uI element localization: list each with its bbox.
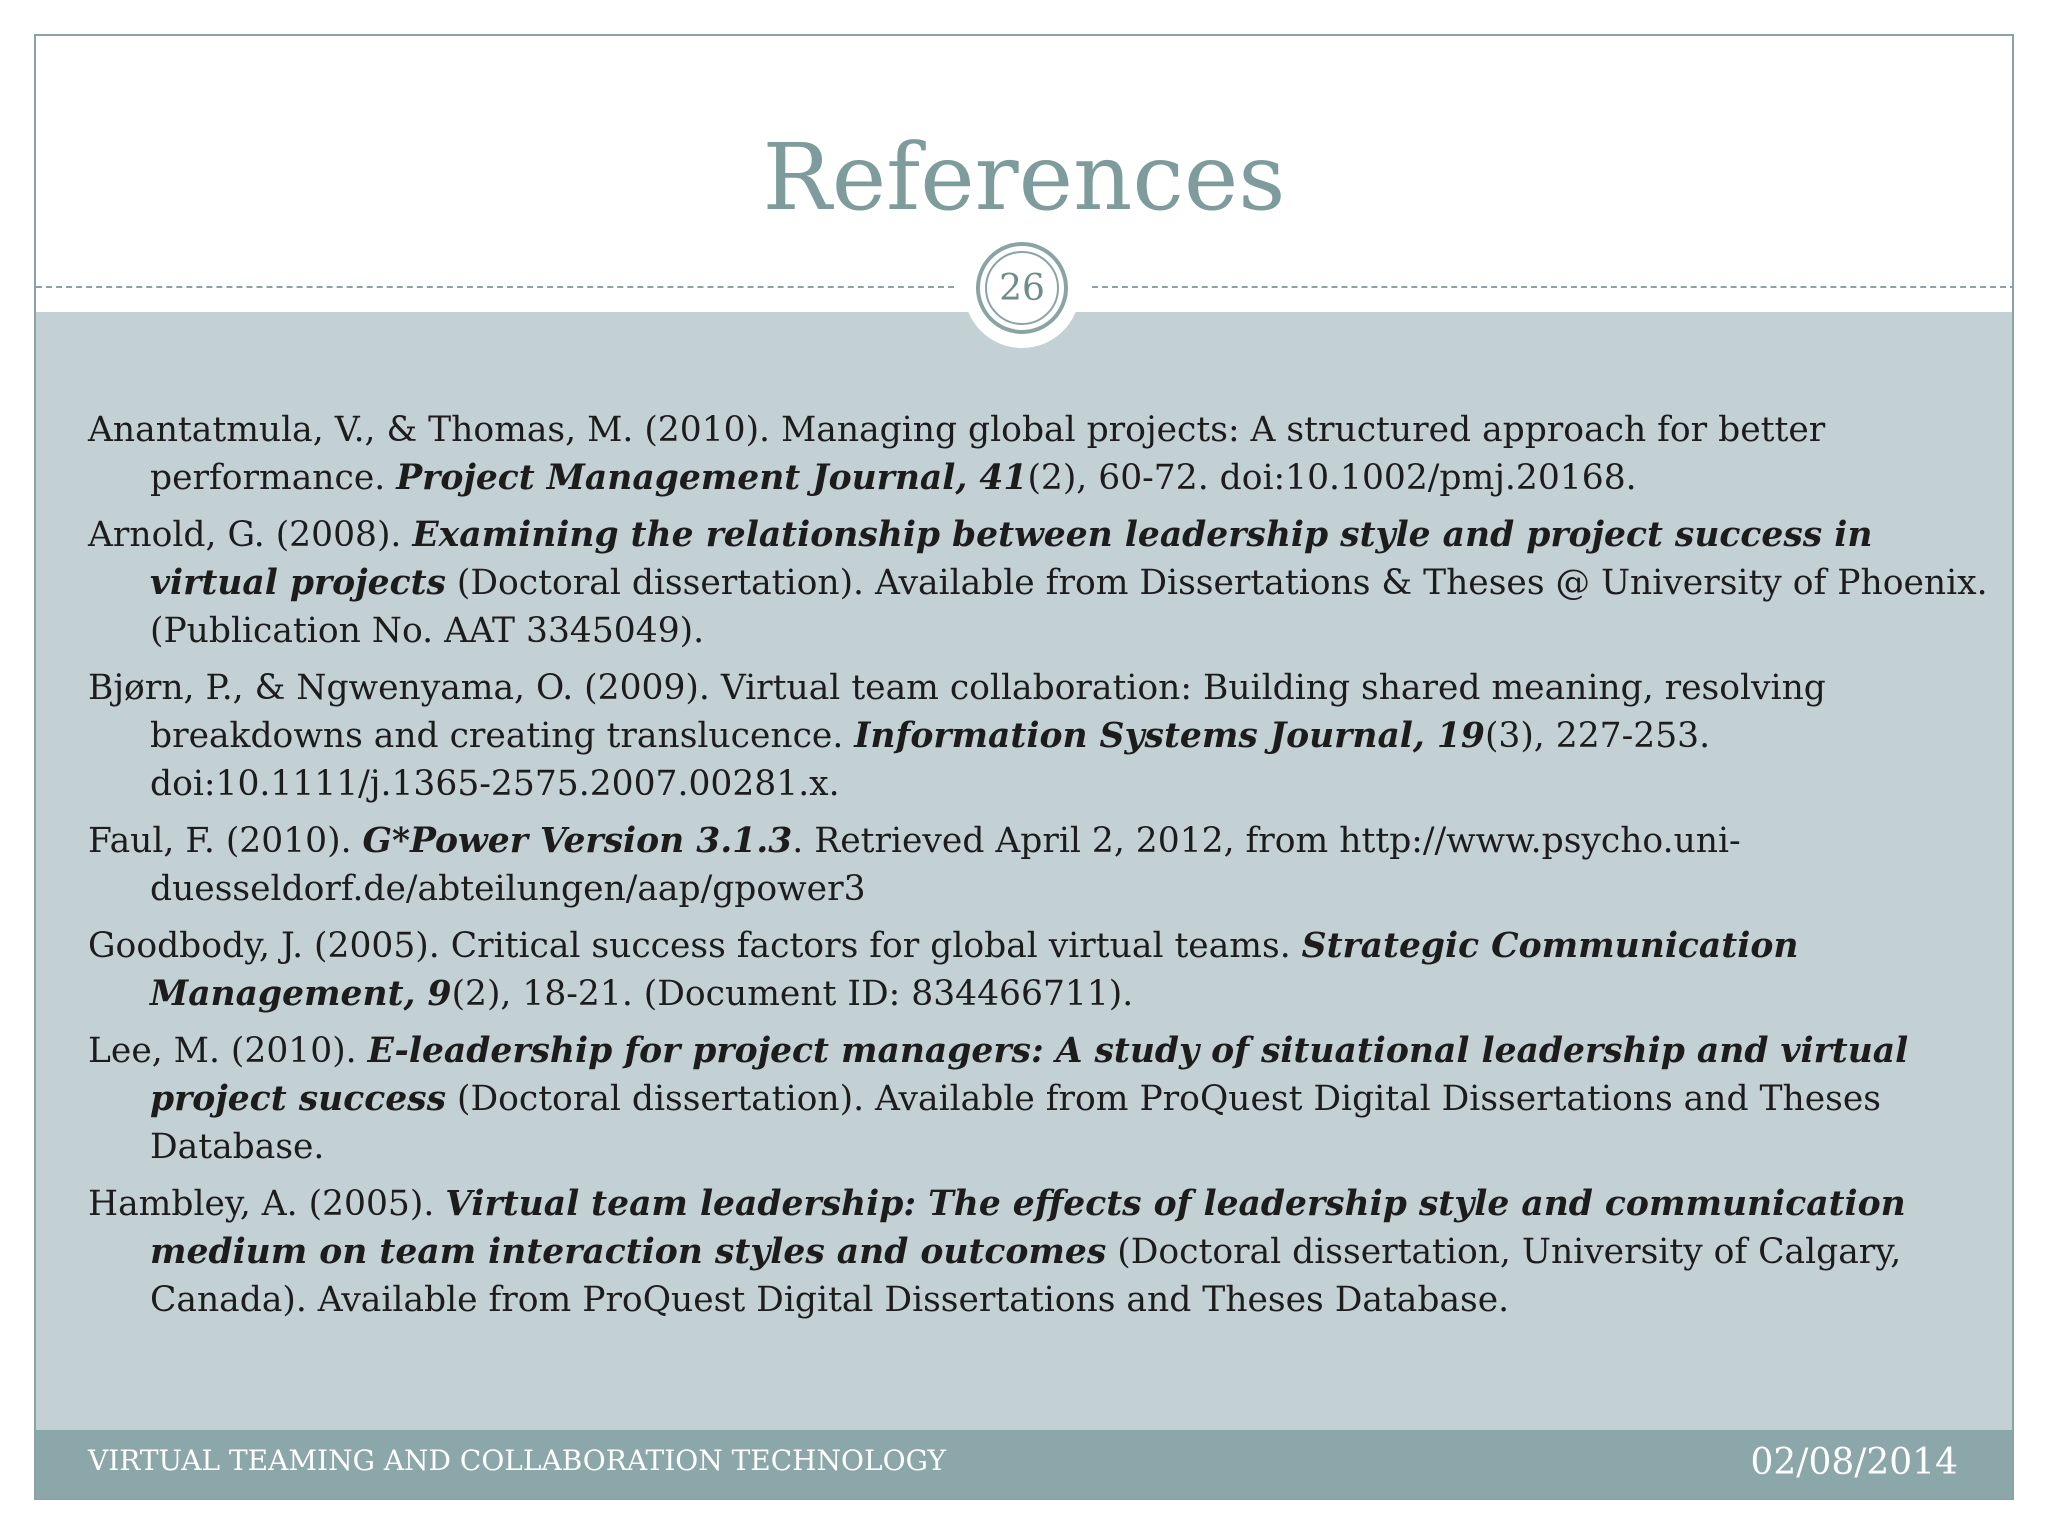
reference-list (88, 406, 1988, 1333)
reference-text: Arnold, G. (2008). (88, 515, 413, 555)
slide (34, 34, 2014, 1500)
reference-text: Goodbody, J. (2005). Critical success factors for global virtual teams. (88, 926, 1302, 966)
reference-entry (88, 511, 1988, 655)
reference-text: Anantatmula, V., & Thomas, M. (2010). Managing global projects: A structured approach for better performance. (88, 410, 1826, 498)
slide-footer (36, 1430, 2012, 1498)
reference-source-title: E-leadership for project managers: A study of situational leadership and virtual project success (150, 1031, 1909, 1119)
page-number-badge (976, 242, 1068, 334)
header-divider-right (1092, 286, 2014, 288)
reference-entry (88, 1027, 1988, 1171)
reference-text: Lee, M. (2010). (88, 1031, 368, 1071)
reference-text: (Doctoral dissertation). Available from ProQuest Digital Dissertations and Theses Database. (150, 1079, 1881, 1167)
footer-title: VIRTUAL TEAMING AND COLLABORATION TECHNOLOGY (88, 1444, 946, 1477)
reference-source-title: Strategic Communication Management, 9 (150, 926, 1799, 1014)
reference-text: (Doctoral dissertation, University of Calgary, Canada). Available from ProQuest Digital Dissertations and Theses Database. (150, 1232, 1902, 1320)
reference-text: Bjørn, P., & Ngwenyama, O. (2009). Virtual team collaboration: Building shared meaning, resolving breakdowns and creating translucence. (88, 668, 1826, 756)
reference-text: (Doctoral dissertation). Available from Dissertations & Theses @ University of Phoenix. (Publication No. AAT 3345049). (150, 563, 1988, 651)
reference-text: Hambley, A. (2005). (88, 1184, 446, 1224)
reference-source-title: G*Power Version 3.1.3 (362, 821, 793, 861)
reference-text: (2), 18-21. (Document ID: 834466711). (451, 974, 1134, 1014)
slide-title: References (762, 124, 1286, 231)
reference-source-title: Project Management Journal, 41 (396, 458, 1028, 498)
reference-text: (2), 60-72. doi:10.1002/pmj.20168. (1027, 458, 1637, 498)
reference-text: . Retrieved April 2, 2012, from http://www.psycho.uni-duesseldorf.de/abteilungen/aap/gpower3 (150, 821, 1741, 909)
footer-date: 02/08/2014 (1750, 1442, 1958, 1483)
reference-text: (3), 227-253. doi:10.1111/j.1365-2575.2007.00281.x. (150, 716, 1711, 804)
reference-entry (88, 406, 1988, 502)
reference-entry (88, 664, 1988, 808)
reference-entry (88, 817, 1988, 913)
reference-entry (88, 922, 1988, 1018)
reference-source-title: Information Systems Journal, 19 (854, 716, 1485, 756)
reference-entry (88, 1180, 1988, 1324)
reference-text: Faul, F. (2010). (88, 821, 363, 861)
reference-source-title: Virtual team leadership: The effects of leadership style and communication medium on team interaction styles and outcomes (150, 1184, 1906, 1272)
header-divider-left (36, 286, 954, 288)
page-number: 26 (985, 251, 1059, 325)
reference-source-title: Examining the relationship between leadership style and project success in virtual projects (150, 515, 1873, 603)
